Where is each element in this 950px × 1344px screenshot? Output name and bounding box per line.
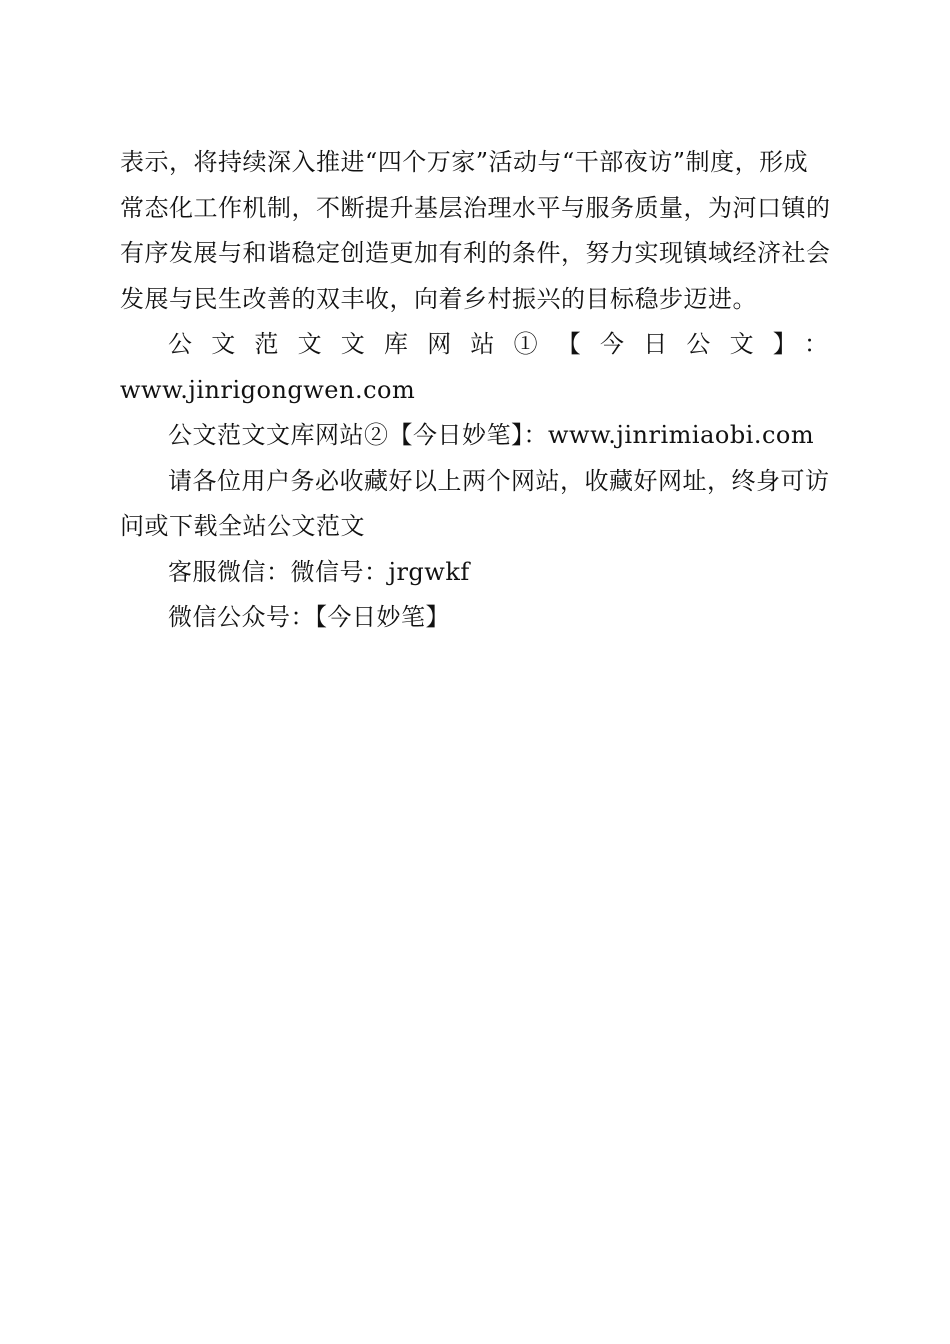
closing-paragraph: 表示，将持续深入推进“四个万家”活动与“干部夜访”制度，形成常态化工作机制，不断提升基层治理水平与服务质量，为河口镇的有序发展与和谐稳定创造更加有利的条件，努力实现镇域经济社会发展与民生改善的双丰收，向着乡村振兴的目标稳步迈进。 bbox=[120, 148, 831, 313]
document-body bbox=[120, 140, 832, 641]
site-one-url: www.jinrigongwen.com bbox=[120, 375, 416, 404]
customer-service: 客服微信：微信号：jrgwkf bbox=[168, 557, 470, 586]
site-one-title: 公文范文文库网站①【今日公文】： bbox=[168, 330, 832, 358]
site-two-paragraph: 公文范文文库网站②【今日妙笔】：www.jinrimiaobi.com bbox=[168, 421, 815, 449]
bookmark-reminder: 请各位用户务必收藏好以上两个网站，收藏好网址，终身可访问或下载全站公文范文 bbox=[120, 466, 830, 540]
site-one-paragraph bbox=[120, 322, 832, 413]
official-account: 微信公众号：【今日妙笔】 bbox=[168, 603, 450, 631]
